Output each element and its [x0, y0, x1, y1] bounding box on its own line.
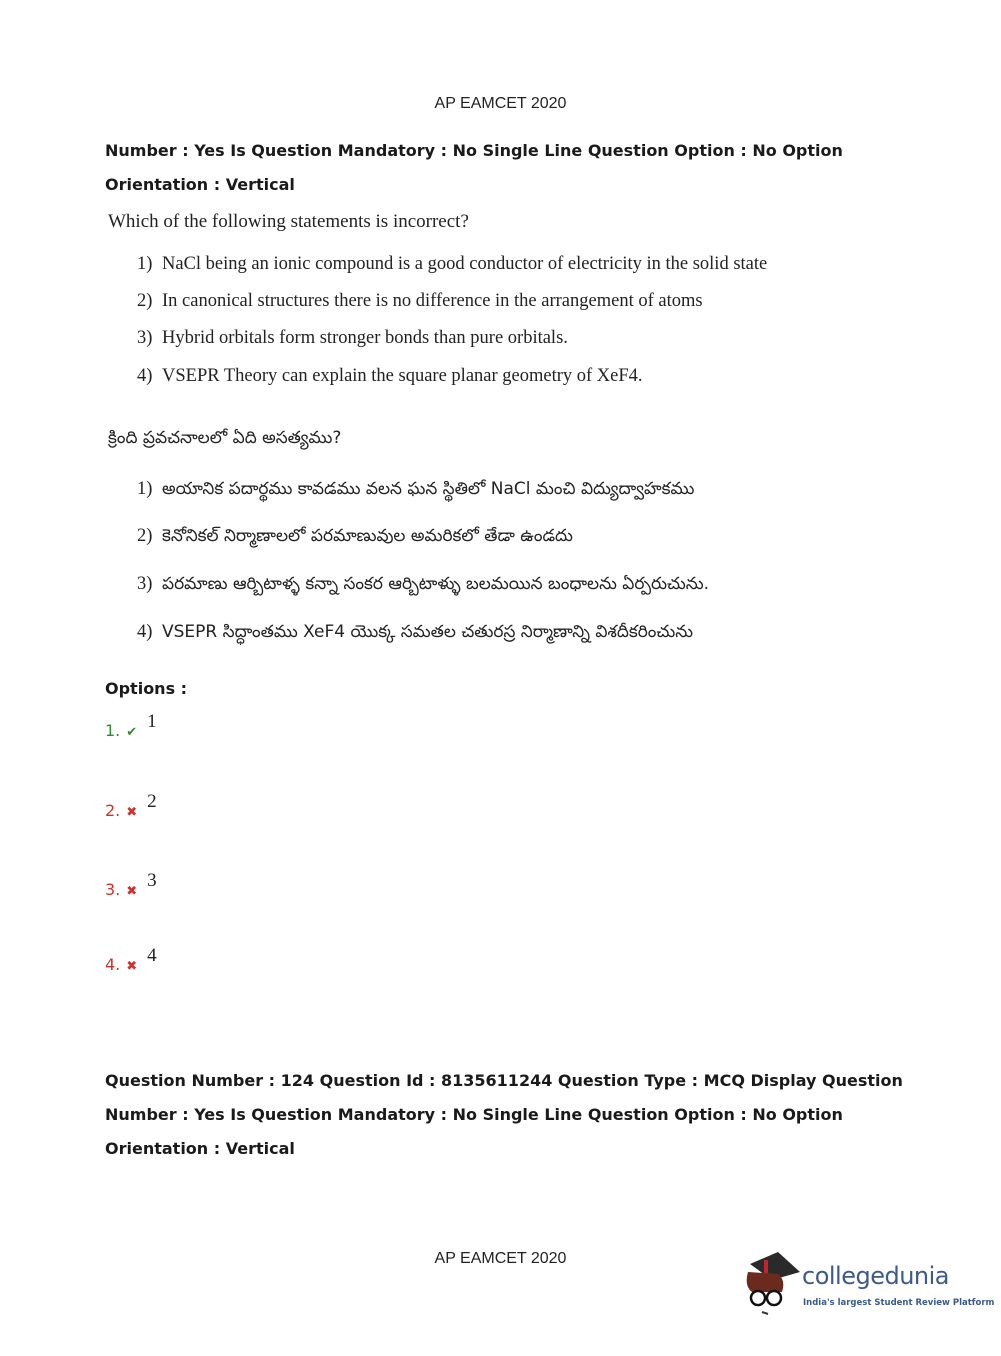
cross-icon: ✖ — [126, 805, 138, 820]
cross-icon: ✖ — [126, 884, 138, 899]
option-text: పరమాణు ఆర్బిటాళ్ళ కన్నా సంకర ఆర్బిటాళ్ళు బలమయిన బంధాలను ఏర్పరుచును. — [162, 574, 710, 594]
option-number: 1) — [137, 254, 153, 274]
answer-value: 2 — [147, 791, 157, 812]
collegedunia-logo — [742, 1250, 995, 1320]
option-text: కెనోనికల్ నిర్మాణాలలో పరమాణువుల అమరికలో తేడా ఉండదు — [162, 526, 573, 546]
cross-icon: ✖ — [126, 959, 138, 974]
check-icon: ✔ — [126, 725, 138, 740]
brand-name: collegedunia — [802, 1262, 950, 1290]
answer-value: 1 — [147, 711, 157, 732]
answer-option-1 — [105, 711, 157, 742]
options-label: Options : — [105, 679, 188, 698]
question-meta-bottom — [105, 1064, 903, 1166]
meta-line: Orientation : Vertical — [105, 1139, 295, 1158]
option-number: 1) — [137, 479, 153, 499]
option-te-3 — [137, 574, 709, 598]
option-en-1 — [137, 254, 767, 275]
answer-option-3 — [105, 870, 157, 901]
option-text: అయానిక పదార్థము కావడము వలన ఘన స్థితిలో NaCl మంచి విద్యుద్వాహకము — [162, 479, 695, 499]
option-en-2 — [137, 291, 703, 312]
option-text: Hybrid orbitals form stronger bonds than pure orbitals. — [162, 328, 568, 348]
option-en-4 — [137, 366, 643, 387]
meta-line: Question Number : 124 Question Id : 8135611244 Question Type : MCQ Display Question — [105, 1071, 903, 1090]
question-english: Which of the following statements is incorrect? — [108, 211, 469, 232]
option-te-4 — [137, 622, 693, 646]
question-meta-top — [105, 134, 843, 202]
answer-number: 4. — [105, 955, 121, 974]
answer-value: 3 — [147, 870, 157, 891]
option-text: VSEPR సిద్ధాంతము XeF4 యొక్క సమతల చతురస్ర నిర్మాణాన్ని విశదీకరించును — [162, 622, 694, 642]
option-number: 2) — [137, 291, 153, 311]
answer-number: 2. — [105, 801, 121, 820]
page-header: AP EAMCET 2020 — [434, 95, 567, 112]
option-en-3 — [137, 328, 568, 349]
page-footer: AP EAMCET 2020 — [434, 1250, 567, 1267]
meta-line: Number : Yes Is Question Mandatory : No Single Line Question Option : No Option — [105, 141, 843, 160]
answer-value: 4 — [147, 945, 157, 966]
option-te-2 — [137, 526, 573, 550]
answer-option-2 — [105, 791, 157, 822]
option-number: 2) — [137, 526, 153, 546]
meta-line: Number : Yes Is Question Mandatory : No Single Line Question Option : No Option — [105, 1105, 843, 1124]
answer-option-4 — [105, 945, 157, 976]
option-text: NaCl being an ionic compound is a good conductor of electricity in the solid state — [162, 254, 768, 274]
option-number: 3) — [137, 574, 153, 594]
brand-tagline: India's largest Student Review Platform — [803, 1298, 995, 1308]
option-text: In canonical structures there is no difference in the arrangement of atoms — [162, 291, 703, 311]
mascot-icon — [742, 1250, 800, 1316]
answer-number: 3. — [105, 880, 121, 899]
option-te-1 — [137, 479, 694, 503]
question-telugu: క్రింది ప్రవచనాలలో ఏది అసత్యము? — [108, 428, 342, 448]
option-number: 4) — [137, 366, 153, 386]
option-text: VSEPR Theory can explain the square planar geometry of XeF4. — [162, 366, 643, 386]
option-number: 4) — [137, 622, 153, 642]
option-number: 3) — [137, 328, 153, 348]
meta-line: Orientation : Vertical — [105, 175, 295, 194]
answer-number: 1. — [105, 721, 121, 740]
